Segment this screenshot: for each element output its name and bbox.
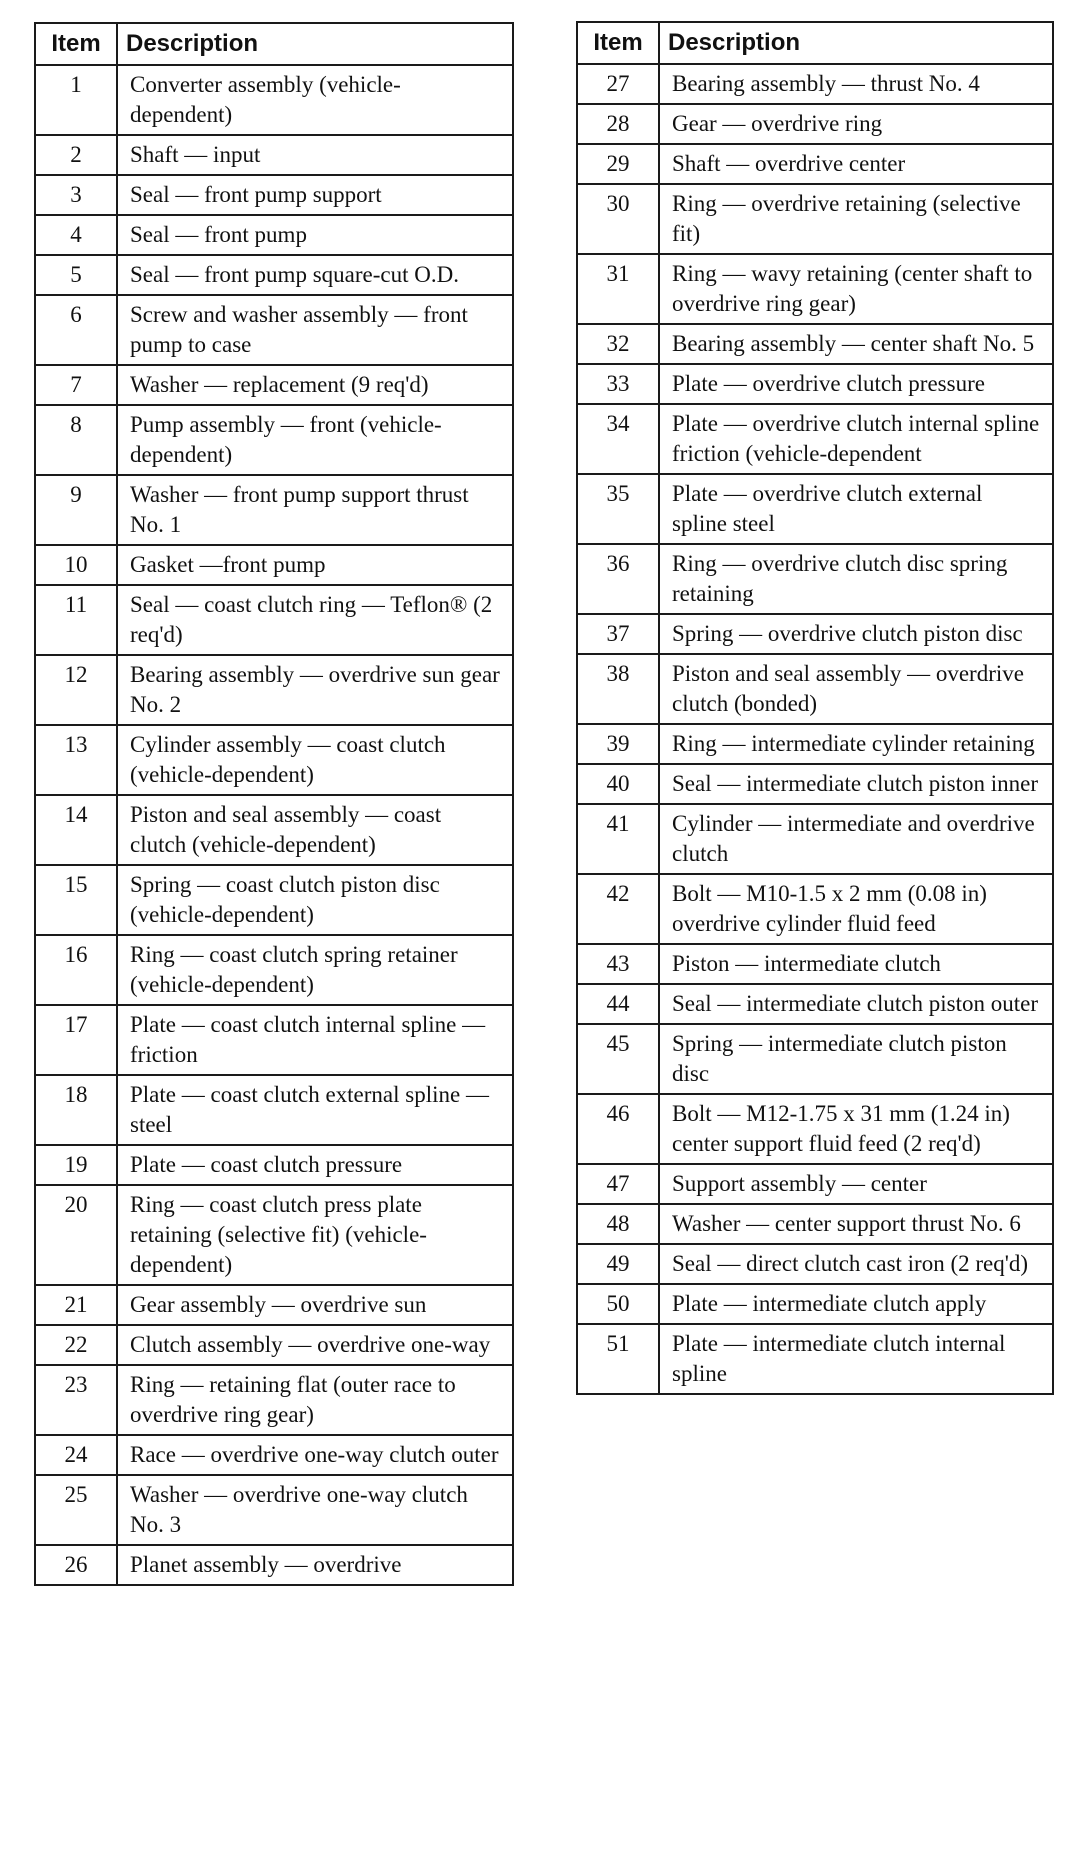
table-row: [35, 1005, 513, 1075]
table-row: [35, 475, 513, 545]
item-number: 39: [577, 724, 659, 764]
item-description: Plate — intermediate clutch apply: [659, 1284, 1053, 1324]
item-number: 31: [577, 254, 659, 324]
item-description: Washer — overdrive one-way clutch No. 3: [117, 1475, 513, 1545]
item-number: 10: [35, 545, 117, 585]
item-description: Bearing assembly — overdrive sun gear No. 2: [117, 655, 513, 725]
item-description: Seal — front pump support: [117, 175, 513, 215]
item-description: Race — overdrive one-way clutch outer: [117, 1435, 513, 1475]
table-row: [577, 184, 1053, 254]
item-number: 13: [35, 725, 117, 795]
item-column-header: Item: [35, 23, 117, 65]
table-row: [577, 1324, 1053, 1394]
description-column-header: Description: [117, 23, 513, 65]
item-number: 28: [577, 104, 659, 144]
table-row: [35, 365, 513, 405]
item-number: 9: [35, 475, 117, 545]
table-row: [577, 1204, 1053, 1244]
item-description: Seal — intermediate clutch piston inner: [659, 764, 1053, 804]
item-description: Piston and seal assembly — overdrive clutch (bonded): [659, 654, 1053, 724]
item-number: 33: [577, 364, 659, 404]
table-row: [577, 1094, 1053, 1164]
item-description: Converter assembly (vehicle-dependent): [117, 65, 513, 135]
item-number: 17: [35, 1005, 117, 1075]
item-description: Gasket —front pump: [117, 545, 513, 585]
item-number: 34: [577, 404, 659, 474]
table-row: [577, 614, 1053, 654]
item-number: 2: [35, 135, 117, 175]
table-row: [577, 984, 1053, 1024]
item-number: 50: [577, 1284, 659, 1324]
item-description: Washer — replacement (9 req'd): [117, 365, 513, 405]
item-description: Shaft — overdrive center: [659, 144, 1053, 184]
item-number: 42: [577, 874, 659, 944]
item-number: 19: [35, 1145, 117, 1185]
parts-table-left: [34, 22, 514, 1586]
item-number: 48: [577, 1204, 659, 1244]
item-description: Pump assembly — front (vehicle-dependent): [117, 405, 513, 475]
table-row: [35, 1145, 513, 1185]
item-description: Bolt — M12-1.75 x 31 mm (1.24 in) center support fluid feed (2 req'd): [659, 1094, 1053, 1164]
item-description: Ring — coast clutch press plate retaining (selective fit) (vehicle-dependent): [117, 1185, 513, 1285]
table-row: [577, 724, 1053, 764]
table-row: [577, 474, 1053, 544]
table-row: [577, 1024, 1053, 1094]
item-description: Plate — overdrive clutch internal spline friction (vehicle-dependent: [659, 404, 1053, 474]
item-description: Bearing assembly — center shaft No. 5: [659, 324, 1053, 364]
item-description: Seal — direct clutch cast iron (2 req'd): [659, 1244, 1053, 1284]
item-number: 51: [577, 1324, 659, 1394]
table-row: [35, 1365, 513, 1435]
table-row: [577, 1284, 1053, 1324]
item-description: Plate — coast clutch pressure: [117, 1145, 513, 1185]
item-description: Support assembly — center: [659, 1164, 1053, 1204]
item-number: 38: [577, 654, 659, 724]
table-row: [577, 364, 1053, 404]
item-number: 41: [577, 804, 659, 874]
item-description: Seal — coast clutch ring — Teflon® (2 req'd): [117, 585, 513, 655]
table-row: [35, 1075, 513, 1145]
item-number: 32: [577, 324, 659, 364]
item-description: Ring — retaining flat (outer race to overdrive ring gear): [117, 1365, 513, 1435]
item-description: Piston and seal assembly — coast clutch (vehicle-dependent): [117, 795, 513, 865]
item-number: 35: [577, 474, 659, 544]
table-row: [35, 545, 513, 585]
table-row: [577, 544, 1053, 614]
table-row: [577, 654, 1053, 724]
item-number: 11: [35, 585, 117, 655]
item-number: 4: [35, 215, 117, 255]
item-description: Ring — wavy retaining (center shaft to overdrive ring gear): [659, 254, 1053, 324]
item-description: Spring — intermediate clutch piston disc: [659, 1024, 1053, 1094]
item-description: Plate — intermediate clutch internal spline: [659, 1324, 1053, 1394]
table-row: [35, 1325, 513, 1365]
table-row: [35, 255, 513, 295]
item-number: 40: [577, 764, 659, 804]
table-row: [35, 935, 513, 1005]
table-row: [35, 1435, 513, 1475]
item-number: 16: [35, 935, 117, 1005]
item-number: 27: [577, 64, 659, 104]
item-number: 1: [35, 65, 117, 135]
table-row: [35, 295, 513, 365]
table-row: [35, 1285, 513, 1325]
item-number: 29: [577, 144, 659, 184]
table-row: [577, 944, 1053, 984]
item-number: 12: [35, 655, 117, 725]
item-description: Screw and washer assembly — front pump to case: [117, 295, 513, 365]
item-description: Ring — intermediate cylinder retaining: [659, 724, 1053, 764]
table-row: [577, 874, 1053, 944]
table-row: [35, 865, 513, 935]
description-column-header: Description: [659, 22, 1053, 64]
item-description: Clutch assembly — overdrive one-way: [117, 1325, 513, 1365]
item-description: Gear assembly — overdrive sun: [117, 1285, 513, 1325]
item-number: 25: [35, 1475, 117, 1545]
item-description: Seal — front pump square-cut O.D.: [117, 255, 513, 295]
item-description: Ring — overdrive retaining (selective fit): [659, 184, 1053, 254]
item-number: 15: [35, 865, 117, 935]
table-row: [577, 64, 1053, 104]
header-row: [35, 23, 513, 65]
table-row: [577, 104, 1053, 144]
item-number: 7: [35, 365, 117, 405]
item-number: 30: [577, 184, 659, 254]
table-row: [577, 804, 1053, 874]
item-description: Plate — coast clutch internal spline — friction: [117, 1005, 513, 1075]
item-description: Spring — overdrive clutch piston disc: [659, 614, 1053, 654]
table-row: [35, 1185, 513, 1285]
item-number: 47: [577, 1164, 659, 1204]
item-description: Plate — overdrive clutch pressure: [659, 364, 1053, 404]
table-row: [35, 1545, 513, 1585]
item-number: 14: [35, 795, 117, 865]
table-row: [577, 764, 1053, 804]
item-number: 26: [35, 1545, 117, 1585]
table-row: [577, 324, 1053, 364]
table-row: [35, 135, 513, 175]
item-number: 36: [577, 544, 659, 614]
table-row: [577, 404, 1053, 474]
item-number: 5: [35, 255, 117, 295]
parts-table-right: [576, 21, 1054, 1395]
item-number: 18: [35, 1075, 117, 1145]
table-row: [35, 795, 513, 865]
item-description: Bolt — M10-1.5 x 2 mm (0.08 in) overdrive cylinder fluid feed: [659, 874, 1053, 944]
item-description: Spring — coast clutch piston disc (vehicle-dependent): [117, 865, 513, 935]
item-number: 49: [577, 1244, 659, 1284]
item-description: Plate — coast clutch external spline — steel: [117, 1075, 513, 1145]
table-row: [35, 585, 513, 655]
item-description: Ring — overdrive clutch disc spring retaining: [659, 544, 1053, 614]
item-description: Gear — overdrive ring: [659, 104, 1053, 144]
item-description: Shaft — input: [117, 135, 513, 175]
table-row: [35, 65, 513, 135]
item-description: Ring — coast clutch spring retainer (vehicle-dependent): [117, 935, 513, 1005]
item-description: Cylinder — intermediate and overdrive clutch: [659, 804, 1053, 874]
item-description: Cylinder assembly — coast clutch (vehicle-dependent): [117, 725, 513, 795]
item-number: 24: [35, 1435, 117, 1475]
item-number: 37: [577, 614, 659, 654]
item-number: 8: [35, 405, 117, 475]
item-number: 45: [577, 1024, 659, 1094]
item-description: Washer — center support thrust No. 6: [659, 1204, 1053, 1244]
item-description: Washer — front pump support thrust No. 1: [117, 475, 513, 545]
item-description: Plate — overdrive clutch external spline steel: [659, 474, 1053, 544]
table-row: [35, 1475, 513, 1545]
item-description: Seal — intermediate clutch piston outer: [659, 984, 1053, 1024]
table-row: [35, 405, 513, 475]
item-description: Piston — intermediate clutch: [659, 944, 1053, 984]
item-column-header: Item: [577, 22, 659, 64]
item-number: 3: [35, 175, 117, 215]
table-row: [577, 1164, 1053, 1204]
table-row: [35, 725, 513, 795]
table-row: [35, 655, 513, 725]
item-description: Bearing assembly — thrust No. 4: [659, 64, 1053, 104]
item-description: Seal — front pump: [117, 215, 513, 255]
table-row: [35, 215, 513, 255]
item-number: 21: [35, 1285, 117, 1325]
item-number: 23: [35, 1365, 117, 1435]
table-row: [35, 175, 513, 215]
item-number: 6: [35, 295, 117, 365]
table-row: [577, 144, 1053, 184]
item-number: 44: [577, 984, 659, 1024]
item-number: 20: [35, 1185, 117, 1285]
item-description: Planet assembly — overdrive: [117, 1545, 513, 1585]
item-number: 43: [577, 944, 659, 984]
item-number: 22: [35, 1325, 117, 1365]
table-row: [577, 254, 1053, 324]
table-row: [577, 1244, 1053, 1284]
header-row: [577, 22, 1053, 64]
item-number: 46: [577, 1094, 659, 1164]
